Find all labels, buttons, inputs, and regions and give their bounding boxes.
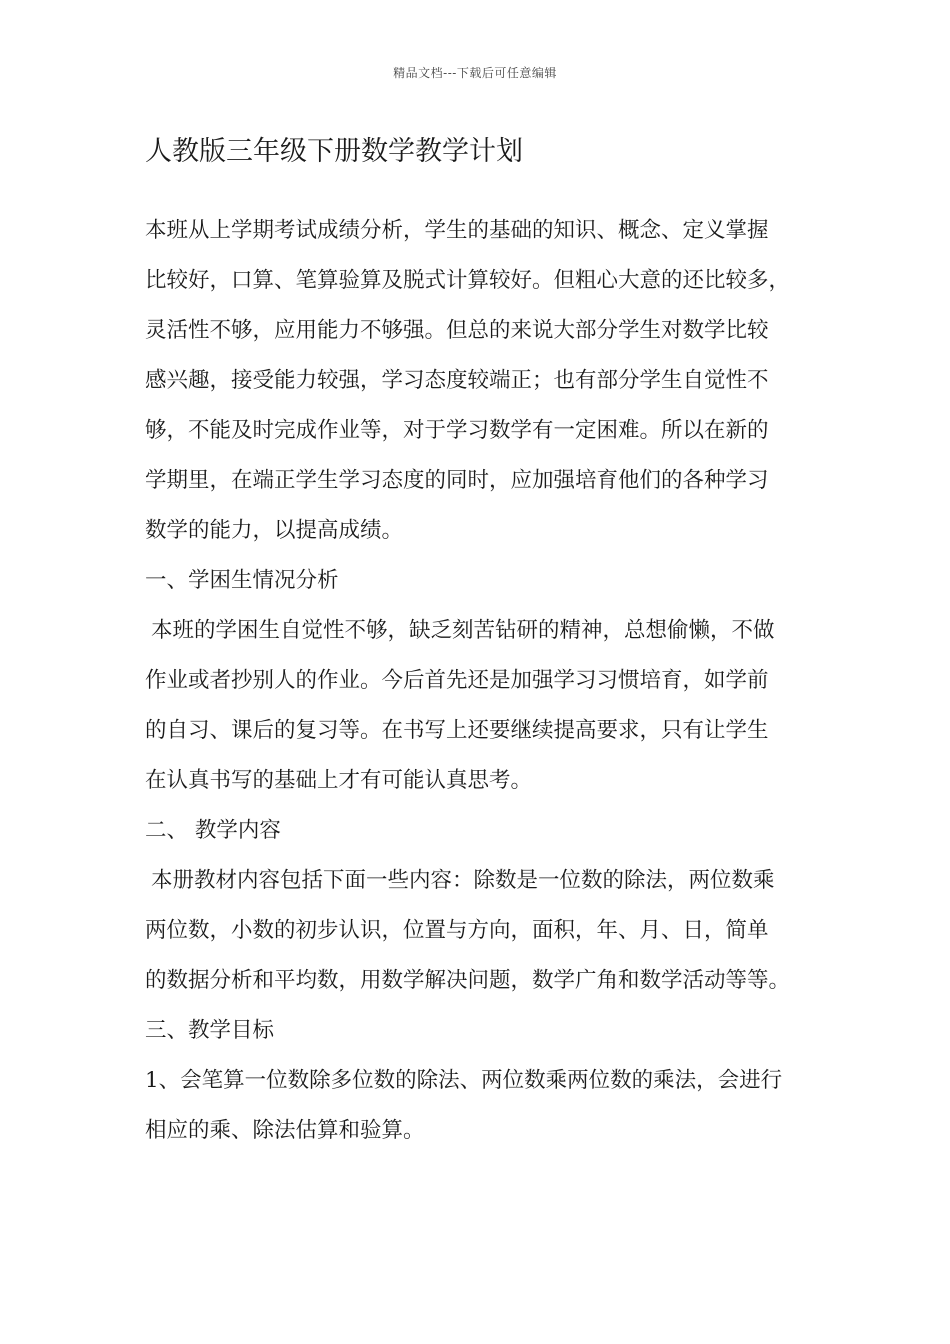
text-line: 在认真书写的基础上才有可能认真思考。 [145, 768, 533, 793]
document-title: 人教版三年级下册数学教学计划 [145, 136, 523, 167]
paragraph-block [145, 206, 810, 1156]
text-line: 三、教学目标 [145, 1018, 275, 1043]
text-line: 比较好，口算、笔算验算及脱式计算较好。但粗心大意的还比较多， [145, 268, 791, 293]
text-line: 二、 教学内容 [145, 818, 281, 843]
text-line: 本班的学困生自觉性不够，缺乏刻苦钻研的精神，总想偷懒，不做 [151, 618, 775, 643]
text-line: 灵活性不够，应用能力不够强。但总的来说大部分学生对数学比较 [145, 318, 769, 343]
text-line: 1、会笔算一位数除多位数的除法、两位数乘两位数的乘法，会进行 [145, 1068, 783, 1093]
text-line: 作业或者抄别人的作业。今后首先还是加强学习习惯培育，如学前 [145, 668, 769, 693]
document-body [145, 134, 810, 1156]
text-line: 本册教材内容包括下面一些内容：除数是一位数的除法，两位数乘 [151, 868, 775, 893]
page-header: 精品文档---下载后可任意编辑 [393, 66, 557, 80]
text-line: 的数据分析和平均数，用数学解决问题，数学广角和数学活动等等。 [145, 968, 791, 993]
text-line: 数学的能力，以提高成绩。 [145, 518, 404, 543]
text-line: 够，不能及时完成作业等，对于学习数学有一定困难。所以在新的 [145, 418, 769, 443]
text-line: 的自习、课后的复习等。在书写上还要继续提高要求，只有让学生 [145, 718, 769, 743]
text-line: 学期里，在端正学生学习态度的同时，应加强培育他们的各种学习 [145, 468, 769, 493]
text-line: 两位数，小数的初步认识，位置与方向，面积，年、月、日，简单 [145, 918, 769, 943]
text-line: 相应的乘、除法估算和验算。 [145, 1118, 425, 1143]
text-line: 一、学困生情况分析 [145, 568, 339, 593]
text-line: 感兴趣，接受能力较强，学习态度较端正；也有部分学生自觉性不 [145, 368, 769, 393]
text-line: 本班从上学期考试成绩分析，学生的基础的知识、概念、定义掌握 [145, 218, 769, 243]
